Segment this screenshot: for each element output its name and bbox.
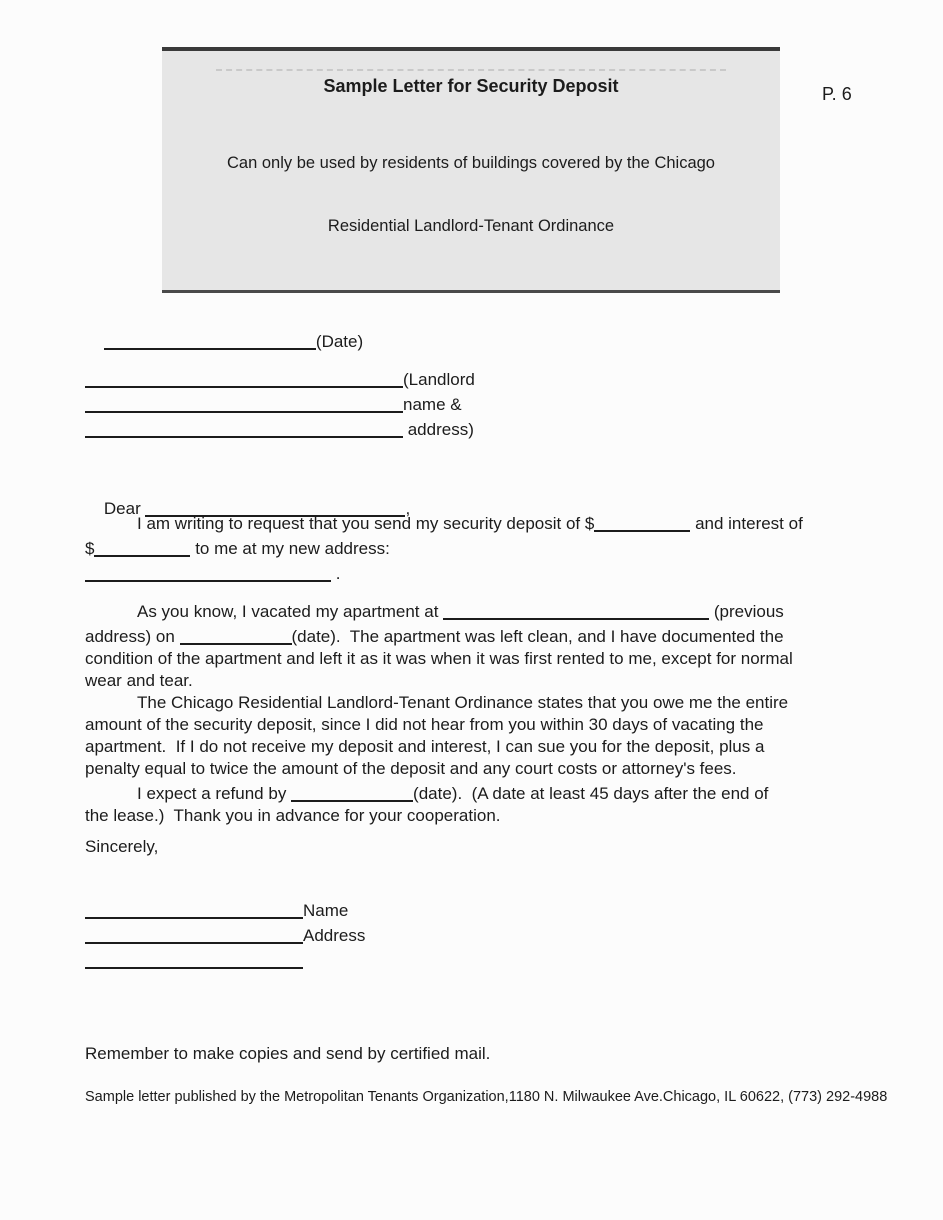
interest-amount-blank [94,538,190,557]
date-line [85,306,363,375]
request-line-2-text-after: to me at my new address: [190,539,390,558]
faded-dashed-rule [216,69,727,71]
landlord-block [85,366,475,441]
landlord-label-2: name & [403,395,462,414]
signature-address-blank [85,925,303,944]
signature-block [85,897,365,972]
vacated-line-1-text-after: (previous [709,602,784,621]
landlord-blank-line-3 [85,419,403,438]
signature-name-blank [85,900,303,919]
new-address-blank [85,563,331,582]
signature-name-line [85,897,365,922]
ordinance-line-1: The Chicago Residential Landlord-Tenant Ordinance states that you owe me the entire [137,693,789,712]
page-title: Sample Letter for Security Deposit [323,76,619,96]
body-paragraphs [85,598,793,827]
request-line-1-text: I am writing to request that you send my security deposit of $ [137,514,595,533]
header-box [162,47,780,293]
request-line-3 [85,560,803,585]
signature-name-label: Name [303,901,349,920]
signature-extra-line [85,947,365,972]
header-subtitle-line2: Residential Landlord-Tenant Ordinance [327,217,615,235]
landlord-blank-line-2 [85,394,403,413]
request-line-2 [85,535,803,560]
landlord-blank-line-1 [85,369,403,388]
vacated-line-2-text: address) on [85,627,180,646]
page-number: P. 6 [822,84,852,104]
request-paragraph [85,510,803,585]
request-line-1-text-after: and interest of [690,514,803,533]
deposit-amount-blank [594,513,690,532]
refund-line-1-text-after: (date). (A date at least 45 days after the end of [413,784,769,803]
previous-address-blank [443,601,709,620]
landlord-label-3: address) [403,420,474,439]
date-label: (Date) [315,332,364,351]
request-line-3-text-after: . [331,564,341,583]
salutation-suffix: , [405,499,411,518]
vacated-line-2 [85,623,793,648]
vacated-line-3: condition of the apartment and left it as it was when it was first rented to me, except for normal [85,649,793,668]
refund-date-blank [291,783,413,802]
request-line-1 [85,510,803,535]
reminder-line: Remember to make copies and send by certified mail. [85,1044,491,1063]
vacated-line-2-text-after: (date). The apartment was left clean, and I have documented the [291,627,784,646]
request-line-2-text: $ [85,539,95,558]
salutation-prefix: Dear [103,499,146,518]
refund-line-1-text: I expect a refund by [137,784,292,803]
date-blank-line [104,331,316,350]
vacate-date-blank [180,626,292,645]
ordinance-line-3: apartment. If I do not receive my deposit and interest, I can sue you for the deposit, plus a [85,737,765,756]
header-subtitle-line1: Can only be used by residents of buildings covered by the Chicago [227,154,715,172]
signature-address-line [85,922,365,947]
refund-line-1 [85,780,793,805]
ordinance-line-2: amount of the security deposit, since I did not hear from you within 30 days of vacating the [85,715,764,734]
vacated-line-1 [85,598,793,623]
landlord-line-1 [85,366,475,391]
signature-extra-blank [85,950,303,969]
vacated-line-1-text: As you know, I vacated my apartment at [137,602,444,621]
vacated-line-4: wear and tear. [85,671,193,690]
header-subtitle [174,111,768,279]
landlord-line-2 [85,391,475,416]
source-attribution: Sample letter published by the Metropolitan Tenants Organization,1180 N. Milwaukee Ave.Chicago, IL 60622, (773) 292-4988 [85,1089,888,1105]
sincerely-line: Sincerely, [85,837,159,856]
ordinance-line-4: penalty equal to twice the amount of the deposit and any court costs or attorney's fees. [85,759,737,778]
landlord-label-1: (Landlord [403,370,475,389]
refund-line-2: the lease.) Thank you in advance for your cooperation. [85,806,501,825]
landlord-line-3 [85,416,475,441]
signature-address-label: Address [303,926,366,945]
